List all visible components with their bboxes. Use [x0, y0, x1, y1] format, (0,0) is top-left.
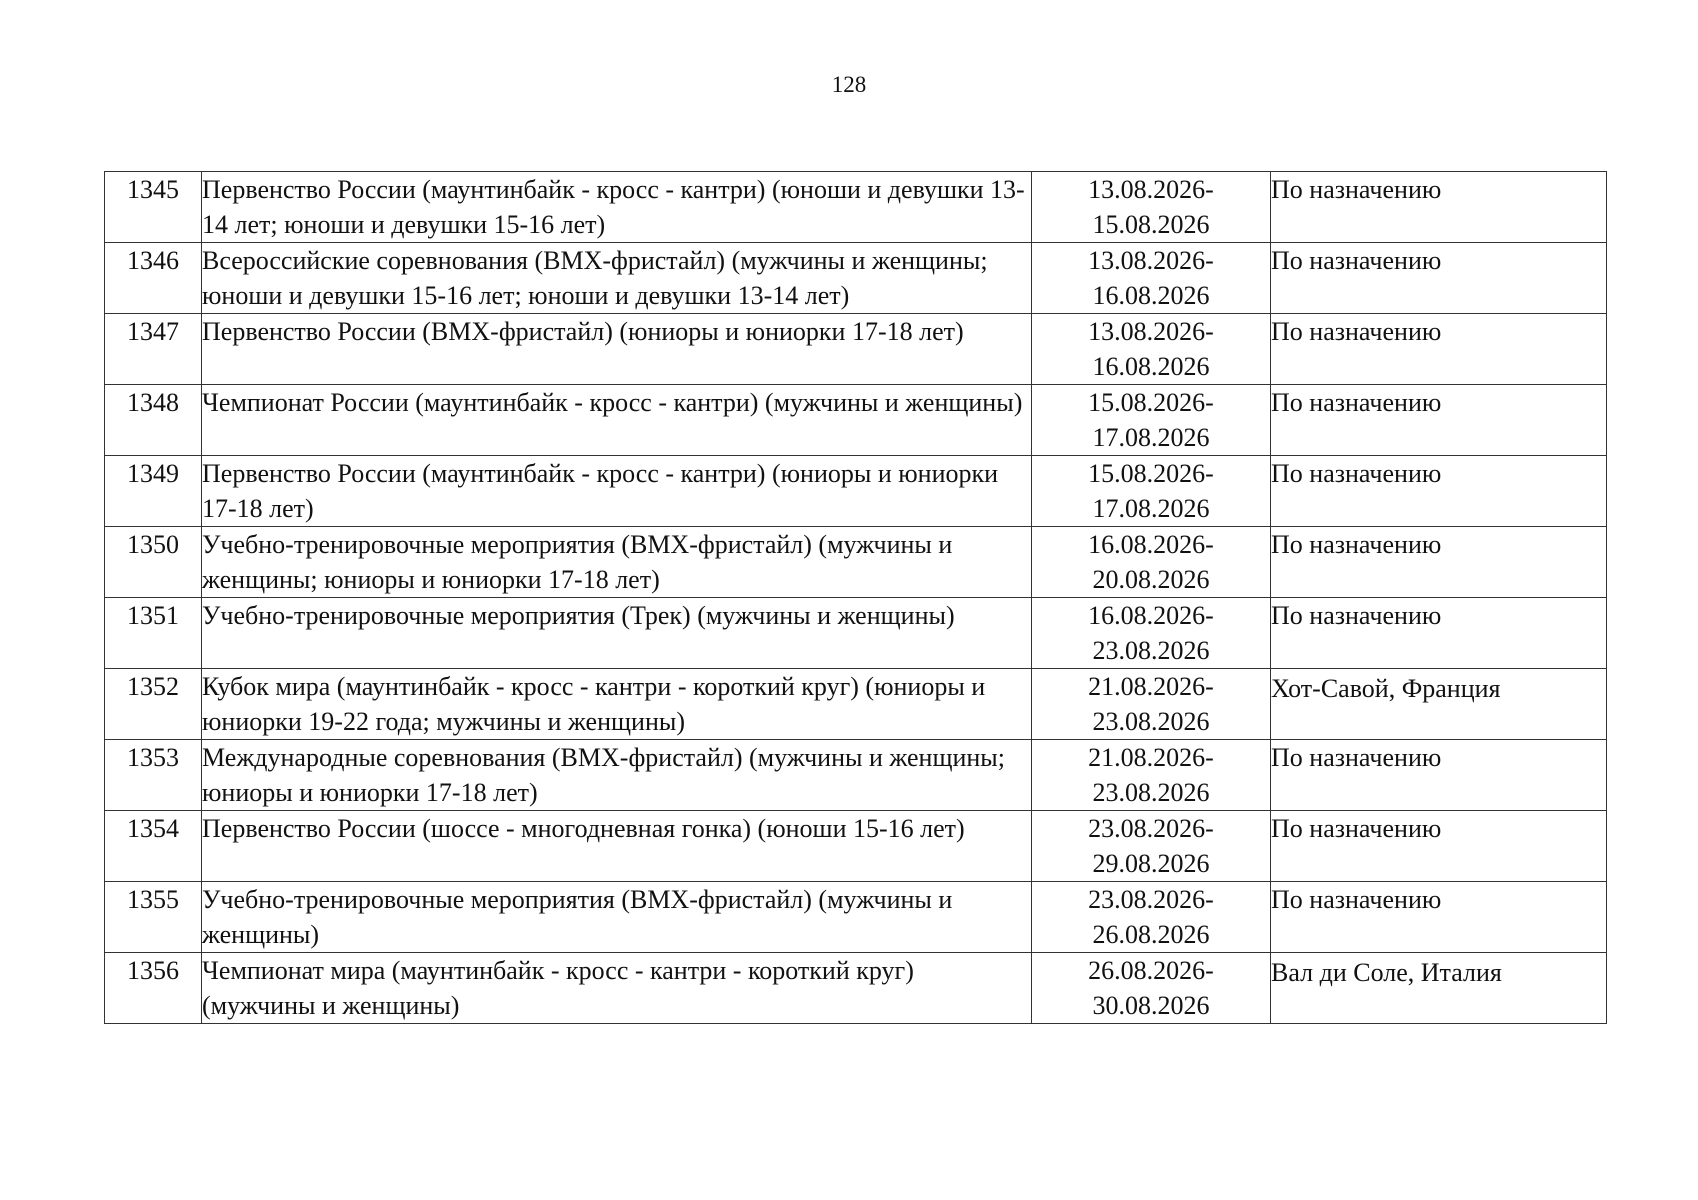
date-start: 16.08.2026- — [1088, 530, 1214, 559]
date-start: 23.08.2026- — [1088, 885, 1214, 914]
event-name: Первенство России (маунтинбайк - кросс - кантри) (юниоры и юниорки 17-18 лет) — [202, 456, 1032, 527]
date-end: 16.08.2026 — [1092, 281, 1210, 310]
table-row — [105, 669, 1607, 740]
event-dates — [1032, 527, 1271, 598]
table-row — [105, 456, 1607, 527]
date-start: 15.08.2026- — [1088, 388, 1214, 417]
event-name: Всероссийские соревнования (BMX-фристайл) (мужчины и женщины; юноши и девушки 15-16 лет; юноши и девушки 13-14 лет) — [202, 243, 1032, 314]
event-number: 1353 — [105, 740, 202, 811]
table-row — [105, 740, 1607, 811]
event-number: 1351 — [105, 598, 202, 669]
date-end: 16.08.2026 — [1092, 352, 1210, 381]
date-end: 17.08.2026 — [1092, 423, 1210, 452]
table-row — [105, 243, 1607, 314]
event-place: По назначению — [1271, 314, 1607, 385]
event-place: По назначению — [1271, 811, 1607, 882]
event-dates — [1032, 243, 1271, 314]
event-name: Кубок мира (маунтинбайк - кросс - кантри - короткий круг) (юниоры и юниорки 19-22 года; мужчины и женщины) — [202, 669, 1032, 740]
event-name: Международные соревнования (BMX-фристайл) (мужчины и женщины; юниоры и юниорки 17-18 лет) — [202, 740, 1032, 811]
page-number: 128 — [831, 72, 867, 97]
date-start: 15.08.2026- — [1088, 459, 1214, 488]
event-place: По назначению — [1271, 882, 1607, 953]
event-place: По назначению — [1271, 598, 1607, 669]
event-name: Первенство России (маунтинбайк - кросс - кантри) (юноши и девушки 13-14 лет; юноши и девушки 15-16 лет) — [202, 172, 1032, 243]
event-name: Учебно-тренировочные мероприятия (BMX-фристайл) (мужчины и женщины) — [202, 882, 1032, 953]
date-end: 30.08.2026 — [1092, 991, 1210, 1020]
event-name: Чемпионат России (маунтинбайк - кросс - кантри) (мужчины и женщины) — [202, 385, 1032, 456]
event-dates — [1032, 172, 1271, 243]
event-place: Хот-Савой, Франция — [1271, 669, 1607, 740]
event-dates — [1032, 314, 1271, 385]
date-start: 21.08.2026- — [1088, 743, 1214, 772]
date-start: 13.08.2026- — [1088, 175, 1214, 204]
event-dates — [1032, 740, 1271, 811]
event-place: Вал ди Соле, Италия — [1271, 953, 1607, 1024]
event-name: Учебно-тренировочные мероприятия (BMX-фристайл) (мужчины и женщины; юниоры и юниорки 17-18 лет) — [202, 527, 1032, 598]
table-row — [105, 953, 1607, 1024]
date-end: 23.08.2026 — [1092, 636, 1210, 665]
event-number: 1345 — [105, 172, 202, 243]
event-place: По назначению — [1271, 243, 1607, 314]
date-start: 13.08.2026- — [1088, 317, 1214, 346]
date-end: 20.08.2026 — [1092, 565, 1210, 594]
table-row — [105, 598, 1607, 669]
date-start: 13.08.2026- — [1088, 246, 1214, 275]
date-end: 15.08.2026 — [1092, 210, 1210, 239]
event-dates — [1032, 598, 1271, 669]
event-number: 1352 — [105, 669, 202, 740]
event-name: Учебно-тренировочные мероприятия (Трек) (мужчины и женщины) — [202, 598, 1032, 669]
table-row — [105, 882, 1607, 953]
event-number: 1354 — [105, 811, 202, 882]
date-start: 16.08.2026- — [1088, 601, 1214, 630]
event-number: 1348 — [105, 385, 202, 456]
event-dates — [1032, 811, 1271, 882]
date-end: 23.08.2026 — [1092, 778, 1210, 807]
event-dates — [1032, 882, 1271, 953]
event-dates — [1032, 456, 1271, 527]
date-start: 26.08.2026- — [1088, 956, 1214, 985]
event-dates — [1032, 385, 1271, 456]
event-dates — [1032, 669, 1271, 740]
event-place: По назначению — [1271, 385, 1607, 456]
events-table — [104, 171, 1607, 1024]
event-name: Чемпионат мира (маунтинбайк - кросс - кантри - короткий круг) (мужчины и женщины) — [202, 953, 1032, 1024]
date-end: 23.08.2026 — [1092, 707, 1210, 736]
event-name: Первенство России (шоссе - многодневная гонка) (юноши 15-16 лет) — [202, 811, 1032, 882]
table-row — [105, 527, 1607, 598]
event-name: Первенство России (BMX-фристайл) (юниоры и юниорки 17-18 лет) — [202, 314, 1032, 385]
event-number: 1356 — [105, 953, 202, 1024]
event-number: 1349 — [105, 456, 202, 527]
table-row — [105, 314, 1607, 385]
event-number: 1346 — [105, 243, 202, 314]
date-start: 23.08.2026- — [1088, 814, 1214, 843]
event-place: По назначению — [1271, 456, 1607, 527]
date-end: 17.08.2026 — [1092, 494, 1210, 523]
event-place: По назначению — [1271, 527, 1607, 598]
event-number: 1350 — [105, 527, 202, 598]
table-row — [105, 811, 1607, 882]
event-dates — [1032, 953, 1271, 1024]
table-row — [105, 172, 1607, 243]
event-place: По назначению — [1271, 740, 1607, 811]
table-row — [105, 385, 1607, 456]
date-end: 29.08.2026 — [1092, 849, 1210, 878]
event-number: 1347 — [105, 314, 202, 385]
event-number: 1355 — [105, 882, 202, 953]
date-end: 26.08.2026 — [1092, 920, 1210, 949]
date-start: 21.08.2026- — [1088, 672, 1214, 701]
event-place: По назначению — [1271, 172, 1607, 243]
